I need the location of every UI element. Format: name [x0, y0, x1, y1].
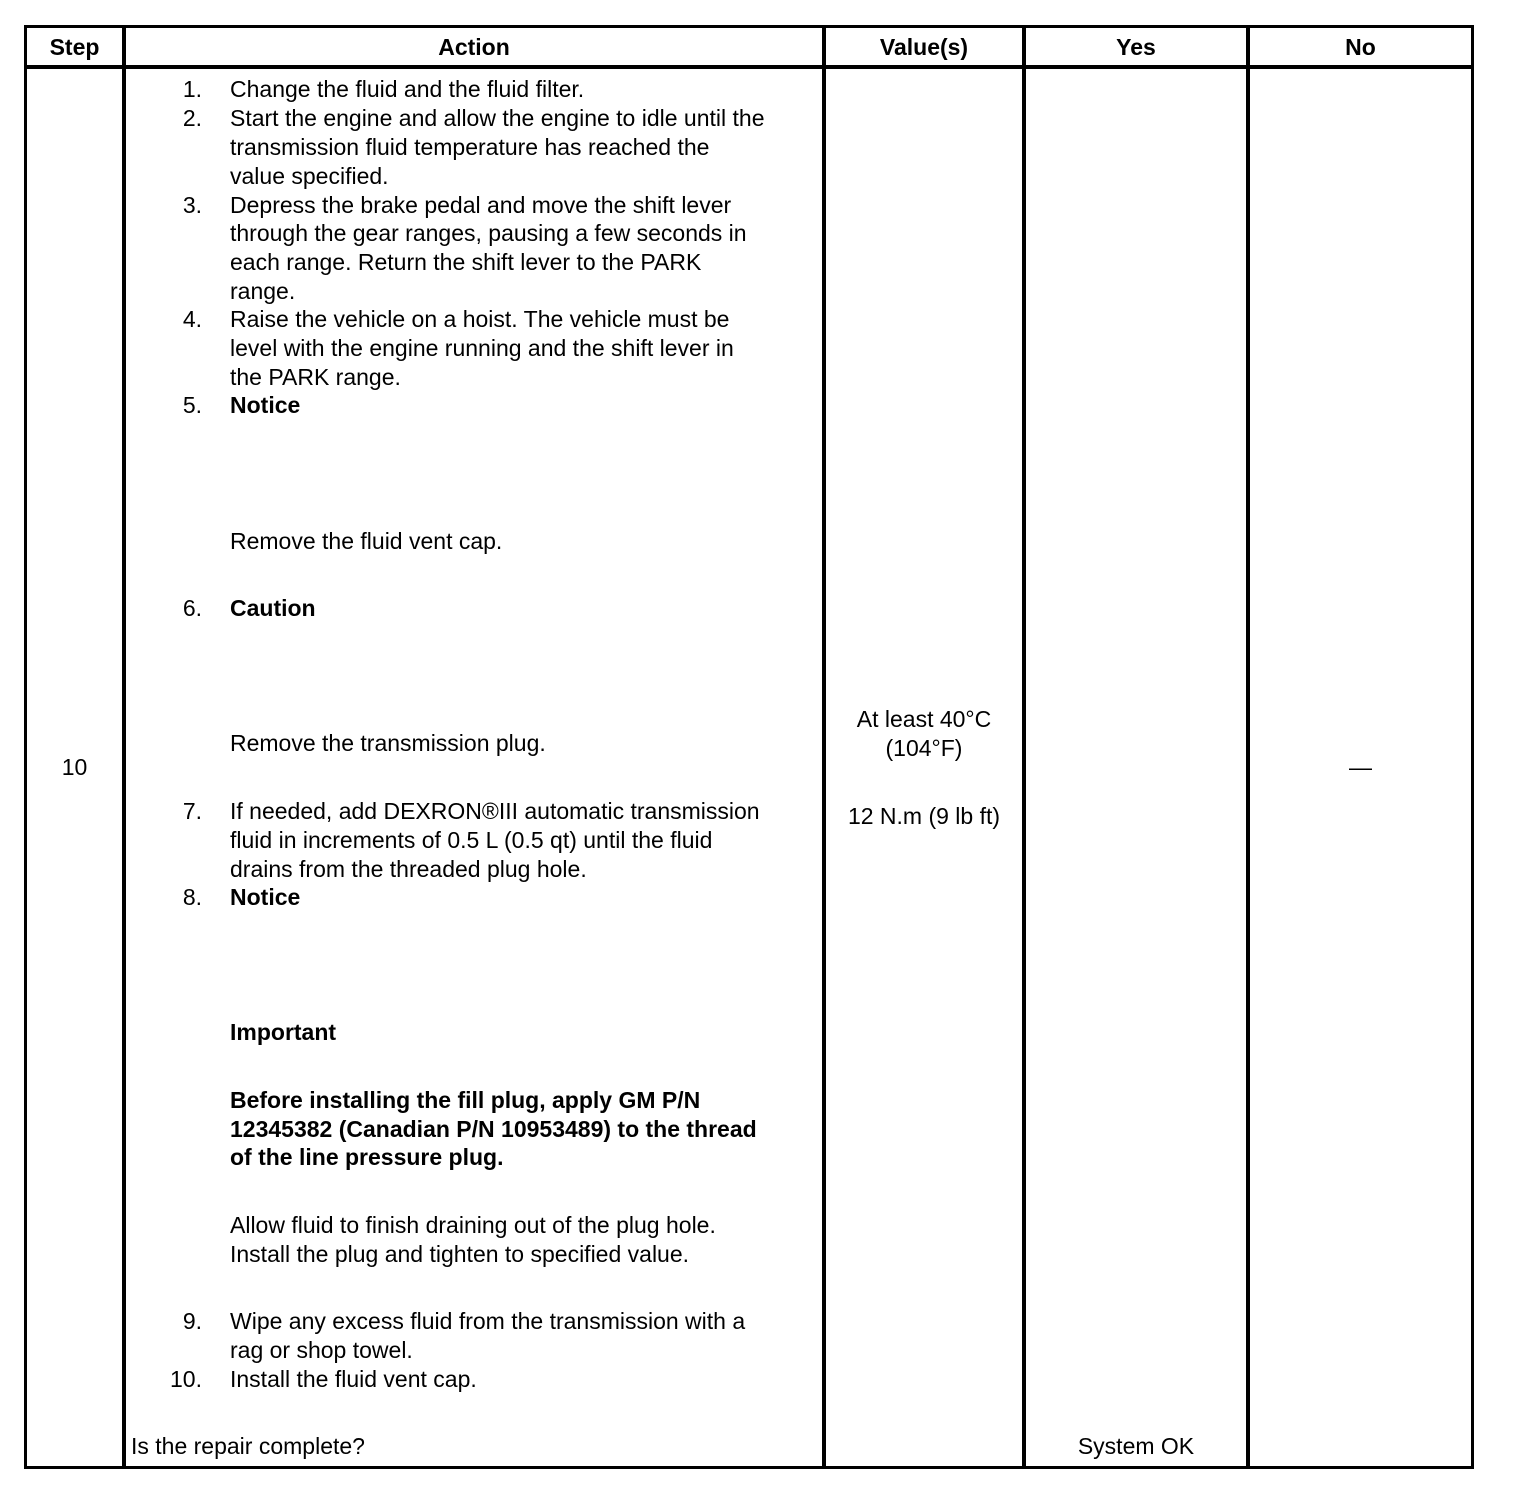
action-item-text: Start the engine and allow the engine to idle until the	[230, 105, 765, 131]
action-item-text: Allow fluid to finish draining out of the plug hole.	[230, 1212, 716, 1238]
header-step: Step	[49, 33, 100, 60]
repair-complete-question: Is the repair complete?	[131, 1433, 365, 1459]
action-item-number: 7.	[182, 798, 202, 824]
header-no: No	[1345, 33, 1376, 60]
action-item-text: drains from the threaded plug hole.	[230, 856, 587, 882]
important-text: 12345382 (Canadian P/N 10953489) to the thread	[230, 1116, 757, 1142]
yes-result: System OK	[1077, 1433, 1195, 1459]
action-item-text: the PARK range.	[230, 364, 401, 390]
table-border-bottom	[24, 1466, 1474, 1469]
action-item-text: Depress the brake pedal and move the shift lever	[230, 192, 732, 218]
action-item-number: 4.	[182, 306, 202, 332]
action-item-number: 9.	[182, 1308, 202, 1334]
action-item-text: each range. Return the shift lever to the PARK	[230, 249, 702, 275]
action-item-text: level with the engine running and the shift lever in	[230, 335, 734, 361]
action-item-text: Raise the vehicle on a hoist. The vehicle must be	[230, 306, 730, 332]
action-item-number: 1.	[182, 76, 202, 102]
action-item-text: Wipe any excess fluid from the transmission with a	[230, 1308, 746, 1334]
action-item-number: 6.	[182, 595, 202, 621]
action-item-text: Change the fluid and the fluid filter.	[230, 76, 585, 102]
action-item-number: 2.	[182, 105, 202, 131]
column-divider-yes	[1246, 25, 1250, 1469]
action-item-text: through the gear ranges, pausing a few seconds in	[230, 220, 747, 246]
action-item-number: 10.	[170, 1366, 202, 1392]
temperature-value-line1: At least 40°C	[856, 706, 992, 732]
diagnostic-table	[24, 25, 1474, 1469]
action-item-number: 5.	[182, 392, 202, 418]
action-item-text: value specified.	[230, 163, 389, 189]
notice-heading: Notice	[230, 884, 301, 910]
action-item-number: 3.	[182, 192, 202, 218]
important-text: of the line pressure plug.	[230, 1144, 504, 1170]
action-item-text: Remove the transmission plug.	[230, 730, 546, 756]
important-text: Before installing the fill plug, apply GM P/N	[230, 1087, 701, 1113]
temperature-value-line2: (104°F)	[885, 735, 963, 761]
action-item-text: If needed, add DEXRON®III automatic transmission	[230, 798, 760, 824]
step-number: 10	[61, 754, 88, 780]
caution-heading: Caution	[230, 595, 316, 621]
column-divider-values	[1022, 25, 1026, 1469]
column-divider-step	[122, 25, 126, 1469]
torque-value: 12 N.m (9 lb ft)	[847, 803, 1001, 829]
action-item-text: transmission fluid temperature has reached the	[230, 134, 710, 160]
action-item-text: rag or shop towel.	[230, 1337, 413, 1363]
header-values: Value(s)	[879, 33, 969, 60]
notice-heading: Notice	[230, 392, 301, 418]
action-item-text: Install the fluid vent cap.	[230, 1366, 477, 1392]
table-border-left	[24, 25, 27, 1469]
important-heading: Important	[230, 1019, 337, 1045]
action-item-number: 8.	[182, 884, 202, 910]
no-result: —	[1349, 754, 1372, 780]
header-yes: Yes	[1116, 33, 1156, 60]
action-item-text: range.	[230, 278, 296, 304]
header-action: Action	[438, 33, 510, 60]
table-border-right	[1471, 25, 1474, 1469]
action-item-text: Remove the fluid vent cap.	[230, 528, 503, 554]
action-item-text: Install the plug and tighten to specified value.	[230, 1241, 690, 1267]
action-item-text: fluid in increments of 0.5 L (0.5 qt) until the fluid	[230, 827, 713, 853]
